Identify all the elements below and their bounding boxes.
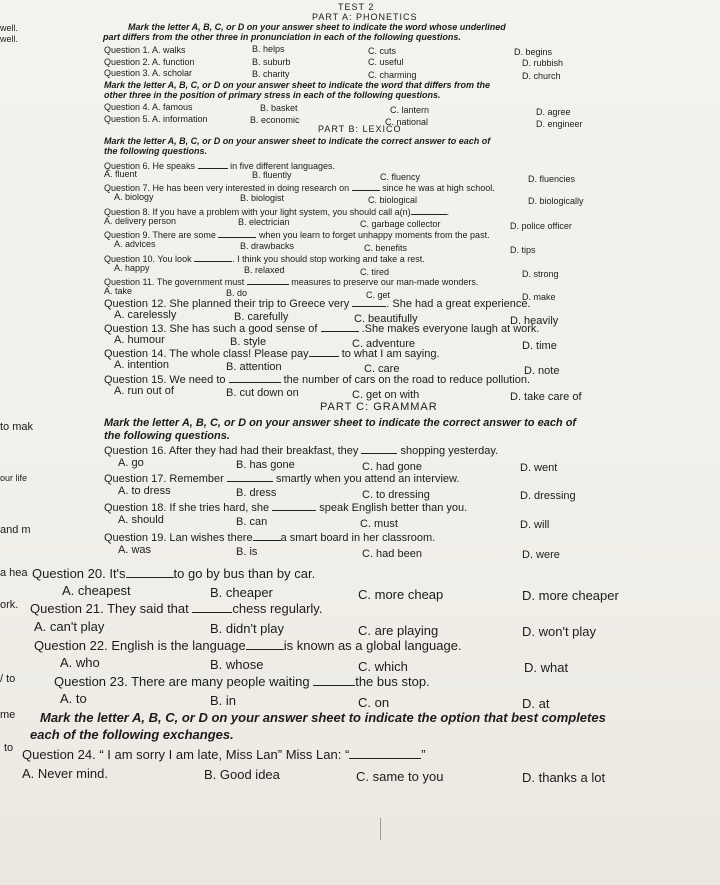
q21-option-d[interactable]: D. won't play — [522, 624, 597, 639]
q23-option-d[interactable]: D. at — [522, 696, 550, 711]
q22-question: Question 22. English is the language is known as a global language. — [34, 638, 462, 653]
margin-fragment: / to — [0, 673, 16, 685]
q23-option-b[interactable]: B. in — [210, 693, 237, 708]
q4-option-c[interactable]: C. lantern — [390, 105, 430, 115]
q5-option-d[interactable]: D. engineer — [536, 119, 583, 129]
q16-option-b[interactable]: B. has gone — [236, 459, 295, 471]
q13-option-d[interactable]: D. time — [522, 340, 557, 352]
q5-stem: Question 5. A. information — [104, 114, 208, 124]
q24-option-a[interactable]: A. Never mind. — [22, 766, 108, 781]
margin-fragment: ork. — [0, 599, 19, 611]
q7-option-c[interactable]: C. biological — [368, 195, 418, 205]
instruction-a1-line1: Mark the letter A, B, C, or D on your answer sheet to indicate the word whose underlined — [128, 22, 506, 32]
q14-question: Question 14. The whole class! Please pay to what I am saying. — [104, 348, 440, 360]
q6-option-d[interactable]: D. fluencies — [528, 174, 576, 184]
q8-option-a[interactable]: A. delivery person — [104, 216, 177, 226]
q8-option-d[interactable]: D. police officer — [510, 221, 572, 231]
q19-option-a[interactable]: A. was — [118, 544, 152, 556]
instruction-a1-line2: part differs from the other three in pronunciation in each of the following questions. — [103, 32, 461, 42]
q22-option-c[interactable]: C. which — [358, 659, 408, 674]
q15-option-b[interactable]: B. cut down on — [226, 387, 299, 399]
q13-option-a[interactable]: A. humour — [114, 334, 165, 346]
q14-option-a[interactable]: A. intention — [114, 359, 170, 371]
q18-option-d[interactable]: D. will — [520, 519, 550, 531]
q24-question: Question 24. “ I am sorry I am late, Miss Lan” Miss Lan: “ ” — [22, 747, 426, 762]
q3-option-c[interactable]: C. charming — [368, 70, 417, 80]
q24-option-d[interactable]: D. thanks a lot — [522, 770, 606, 785]
q17-option-d[interactable]: D. dressing — [520, 490, 576, 502]
q3-option-b[interactable]: B. charity — [252, 69, 290, 79]
q22-option-a[interactable]: A. who — [60, 655, 100, 670]
q7-option-d[interactable]: D. biologically — [528, 196, 584, 206]
margin-fragment: to — [4, 742, 14, 754]
q11-question: Question 11. The government must measures to preserve our man-made wonders. — [104, 277, 479, 287]
q7-option-b[interactable]: B. biologist — [240, 193, 285, 203]
q16-option-d[interactable]: D. went — [520, 462, 558, 474]
q4-option-d[interactable]: D. agree — [536, 107, 571, 117]
q15-option-d[interactable]: D. take care of — [510, 391, 582, 403]
q9-question: Question 9. There are some when you learn to forget unhappy moments from the past. — [104, 230, 490, 240]
q22-option-b[interactable]: B. whose — [210, 657, 264, 672]
instruction-d-line1: Mark the letter A, B, C, or D on your answer sheet to indicate the option that best completes — [40, 710, 606, 725]
q19-option-b[interactable]: B. is — [236, 546, 258, 558]
part-b-title: PART B: LEXICO — [318, 124, 402, 134]
q19-option-c[interactable]: C. had been — [362, 548, 422, 560]
q8-option-b[interactable]: B. electrician — [238, 217, 290, 227]
instruction-c-line2: the following questions. — [104, 430, 230, 442]
q20-option-b[interactable]: B. cheaper — [210, 585, 273, 600]
q12-option-c[interactable]: C. beautifully — [354, 313, 418, 325]
q3-stem: Question 3. A. scholar — [104, 68, 193, 78]
q7-question: Question 7. He has been very interested in doing research on since he was at high school. — [104, 183, 495, 193]
margin-fragment: me — [0, 709, 16, 721]
q23-question: Question 23. There are many people waiting the bus stop. — [54, 674, 430, 689]
q16-option-a[interactable]: A. go — [118, 457, 144, 469]
q13-option-c[interactable]: C. adventure — [352, 338, 415, 350]
q21-question: Question 21. They said that chess regularly. — [30, 601, 323, 616]
q17-option-c[interactable]: C. to dressing — [362, 489, 430, 501]
instruction-a2-line1: Mark the letter A, B, C, or D on your answer sheet to indicate the word that differs from the — [104, 80, 491, 90]
margin-fragment: a hea — [0, 567, 28, 579]
q12-option-a[interactable]: A. carelessly — [114, 309, 177, 321]
q16-question: Question 16. After they had had their breakfast, they shopping yesterday. — [104, 445, 499, 457]
q14-option-c[interactable]: C. care — [364, 363, 400, 375]
q1-option-d[interactable]: D. begins — [514, 47, 553, 57]
instruction-a2-line2: other three in the position of primary stress in each of the following questions. — [104, 90, 441, 100]
q14-option-b[interactable]: B. attention — [226, 361, 282, 373]
test-title: TEST 2 — [338, 2, 375, 12]
q16-option-c[interactable]: C. had gone — [362, 461, 422, 473]
q10-option-d[interactable]: D. strong — [522, 269, 559, 279]
q9-option-a[interactable]: A. advices — [114, 239, 156, 249]
margin-fragment: and m — [0, 524, 31, 536]
instruction-d-line2: each of the following exchanges. — [30, 727, 234, 742]
q19-question: Question 19. Lan wishes there a smart board in her classroom. — [104, 532, 436, 544]
q7-option-a[interactable]: A. biology — [114, 192, 154, 202]
q23-option-c[interactable]: C. on — [358, 695, 390, 710]
q18-option-a[interactable]: A. should — [118, 514, 164, 526]
q1-option-c[interactable]: C. cuts — [368, 46, 397, 56]
q15-option-a[interactable]: A. run out of — [114, 385, 174, 397]
part-a-title: PART A: PHONETICS — [312, 12, 418, 22]
q6-option-a[interactable]: A. fluent — [104, 169, 138, 179]
q8-question: Question 8. If you have a problem with your light system, you should call a(n) . — [104, 207, 450, 217]
q2-option-c[interactable]: C. useful — [368, 57, 404, 67]
q4-option-b[interactable]: B. basket — [260, 103, 298, 113]
q5-option-c[interactable]: C. national — [385, 117, 429, 127]
q6-question: Question 6. He speaks in five different languages. — [104, 161, 335, 171]
q10-option-c[interactable]: C. tired — [360, 267, 390, 277]
q15-question: Question 15. We need to the number of cars on the road to reduce pollution. — [104, 374, 531, 386]
q21-option-c[interactable]: C. are playing — [358, 623, 439, 638]
q15-option-c[interactable]: C. get on with — [352, 389, 420, 401]
q6-option-b[interactable]: B. fluently — [252, 170, 292, 180]
q13-question: Question 13. She has such a good sense of .She makes everyone laugh at work. — [104, 323, 540, 335]
q11-option-c[interactable]: C. get — [366, 290, 391, 300]
q3-option-d[interactable]: D. church — [522, 71, 561, 81]
margin-fragment: well. — [0, 23, 19, 33]
q12-option-d[interactable]: D. heavily — [510, 315, 559, 327]
q2-stem: Question 2. A. function — [104, 57, 195, 67]
q19-option-d[interactable]: D. were — [522, 549, 560, 561]
q17-option-b[interactable]: B. dress — [236, 487, 277, 499]
q2-option-b[interactable]: B. suburb — [252, 57, 291, 67]
margin-fragment: our life — [0, 473, 28, 483]
q18-option-c[interactable]: C. must — [360, 518, 398, 530]
q20-option-a[interactable]: A. cheapest — [62, 583, 131, 598]
q9-option-b[interactable]: B. drawbacks — [240, 241, 295, 251]
q23-option-a[interactable]: A. to — [60, 691, 87, 706]
q24-option-c[interactable]: C. same to you — [356, 769, 444, 784]
margin-fragment: to mak — [0, 421, 34, 433]
instruction-c-line1: Mark the letter A, B, C, or D on your answer sheet to indicate the correct answer to each of — [104, 417, 577, 429]
q14-option-d[interactable]: D. note — [524, 365, 560, 377]
q1-option-b[interactable]: B. helps — [252, 44, 285, 54]
part-c-title: PART C: GRAMMAR — [320, 401, 438, 413]
q1-stem: Question 1. A. walks — [104, 45, 186, 55]
q10-question: Question 10. You look . I think you should stop working and take a rest. — [104, 254, 425, 264]
q22-option-d[interactable]: D. what — [524, 660, 569, 675]
q17-option-a[interactable]: A. to dress — [118, 485, 171, 497]
q2-option-d[interactable]: D. rubbish — [522, 58, 564, 68]
q4-stem: Question 4. A. famous — [104, 102, 193, 112]
q12-option-b[interactable]: B. carefully — [234, 311, 289, 323]
instruction-b-line1: Mark the letter A, B, C, or D on your answer sheet to indicate the correct answer to each of — [104, 136, 491, 146]
instruction-b-line2: the following questions. — [104, 146, 207, 156]
q18-option-b[interactable]: B. can — [236, 516, 268, 528]
q17-question: Question 17. Remember smartly when you attend an interview. — [104, 473, 460, 485]
q13-option-b[interactable]: B. style — [230, 336, 267, 348]
q9-option-d[interactable]: D. tips — [510, 245, 536, 255]
q20-option-d[interactable]: D. more cheaper — [522, 588, 619, 603]
q9-option-c[interactable]: C. benefits — [364, 243, 408, 253]
q11-option-a[interactable]: A. take — [104, 286, 133, 296]
q12-question: Question 12. She planned their trip to Greece very . She had a great experience. — [104, 298, 531, 310]
q10-option-a[interactable]: A. happy — [114, 263, 150, 273]
q21-option-a[interactable]: A. can't play — [34, 619, 105, 634]
margin-fragment: well. — [0, 34, 19, 44]
q20-option-c[interactable]: C. more cheap — [358, 587, 444, 602]
q8-option-c[interactable]: C. garbage collector — [360, 219, 441, 229]
q10-option-b[interactable]: B. relaxed — [244, 265, 285, 275]
q6-option-c[interactable]: C. fluency — [380, 172, 421, 182]
q11-option-d[interactable]: D. make — [522, 292, 556, 302]
q20-question: Question 20. It's to go by bus than by car. — [32, 566, 316, 581]
q11-option-b[interactable]: B. do — [226, 288, 248, 298]
q18-question: Question 18. If she tries hard, she speak English better than you. — [104, 502, 468, 514]
text-cursor — [380, 818, 381, 840]
q21-option-b[interactable]: B. didn't play — [210, 621, 285, 636]
q24-option-b[interactable]: B. Good idea — [204, 767, 280, 782]
q5-option-b[interactable]: B. economic — [250, 115, 300, 125]
